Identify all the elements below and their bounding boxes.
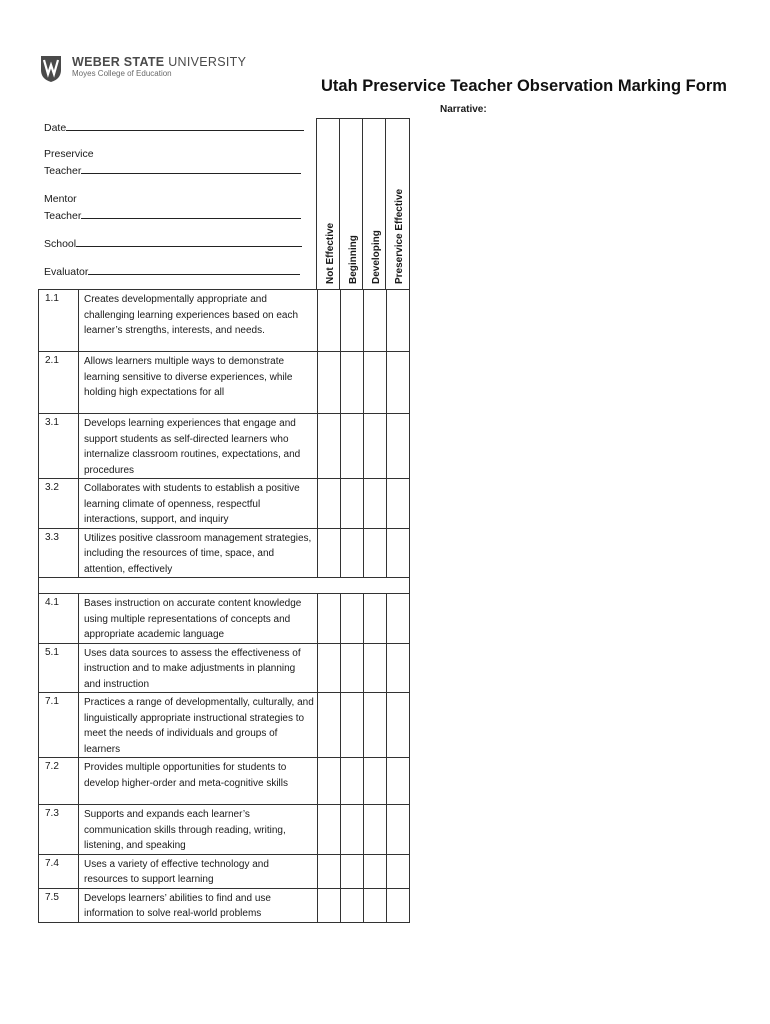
mentor-teacher-field[interactable]: Mentor Teacher (44, 191, 301, 224)
rating-box-not-effective[interactable] (318, 805, 341, 855)
criterion-row (39, 758, 410, 805)
rating-box-developing[interactable] (364, 805, 387, 855)
criterion-row (39, 594, 410, 644)
criterion-description: Uses a variety of effective technology and resources to support learning (79, 854, 318, 888)
criterion-description: Practices a range of developmentally, culturally, and linguistically appropriate instructional strategies to meet the needs of individuals and groups of learners (79, 693, 318, 758)
criterion-number: 7.3 (39, 805, 79, 855)
criterion-row (39, 805, 410, 855)
rating-box-preservice-effective[interactable] (387, 758, 410, 805)
criterion-number: 7.1 (39, 693, 79, 758)
rating-box-preservice-effective[interactable] (387, 888, 410, 922)
rating-box-beginning[interactable] (341, 854, 364, 888)
rating-box-developing[interactable] (364, 290, 387, 352)
rating-box-beginning[interactable] (341, 888, 364, 922)
criterion-number: 1.1 (39, 290, 79, 352)
narrative-label: Narrative: (440, 104, 487, 115)
criterion-number: 7.4 (39, 854, 79, 888)
criterion-description: Supports and expands each learner’s communication skills through reading, writing, listening, and speaking (79, 805, 318, 855)
criterion-description: Provides multiple opportunities for students to develop higher-order and meta-cognitive skills (79, 758, 318, 805)
criterion-row (39, 528, 410, 578)
rating-box-preservice-effective[interactable] (387, 594, 410, 644)
criterion-number: 7.5 (39, 888, 79, 922)
rating-box-preservice-effective[interactable] (387, 528, 410, 578)
criterion-description: Develops learners’ abilities to find and use information to solve real-world problems (79, 888, 318, 922)
criterion-row (39, 479, 410, 529)
criterion-row (39, 888, 410, 922)
preservice-teacher-field[interactable]: Preservice Teacher (44, 146, 301, 179)
university-name: WEBER STATE UNIVERSITY (72, 55, 247, 69)
rating-box-not-effective[interactable] (318, 290, 341, 352)
criteria-table (38, 289, 410, 923)
criterion-row (39, 643, 410, 693)
criterion-row (39, 854, 410, 888)
rating-box-developing[interactable] (364, 888, 387, 922)
rating-box-not-effective[interactable] (318, 594, 341, 644)
rating-box-beginning[interactable] (341, 528, 364, 578)
rating-box-developing[interactable] (364, 854, 387, 888)
rating-box-preservice-effective[interactable] (387, 643, 410, 693)
rating-box-preservice-effective[interactable] (387, 854, 410, 888)
criterion-row (39, 352, 410, 414)
rating-box-developing[interactable] (364, 693, 387, 758)
rating-box-not-effective[interactable] (318, 758, 341, 805)
rating-box-not-effective[interactable] (318, 693, 341, 758)
rating-box-developing[interactable] (364, 414, 387, 479)
rating-box-not-effective[interactable] (318, 888, 341, 922)
criterion-number: 3.1 (39, 414, 79, 479)
rating-box-beginning[interactable] (341, 805, 364, 855)
rating-box-developing[interactable] (364, 479, 387, 529)
criterion-description: Uses data sources to assess the effectiveness of instruction and to make adjustments in planning and instruction (79, 643, 318, 693)
criterion-number: 5.1 (39, 643, 79, 693)
rating-header-developing: Developing (362, 119, 386, 289)
criterion-number: 4.1 (39, 594, 79, 644)
rating-box-preservice-effective[interactable] (387, 693, 410, 758)
section-divider-row (39, 578, 410, 594)
rating-box-preservice-effective[interactable] (387, 414, 410, 479)
rating-box-beginning[interactable] (341, 479, 364, 529)
evaluator-field[interactable]: Evaluator (44, 263, 300, 280)
rating-box-not-effective[interactable] (318, 414, 341, 479)
form-title: Utah Preservice Teacher Observation Marking Form (321, 77, 727, 95)
rating-box-beginning[interactable] (341, 414, 364, 479)
criterion-description: Collaborates with students to establish a positive learning climate of openness, respectful interactions, support, and inquiry (79, 479, 318, 529)
shield-icon (40, 55, 62, 83)
rating-box-preservice-effective[interactable] (387, 352, 410, 414)
rating-box-not-effective[interactable] (318, 643, 341, 693)
criterion-number: 7.2 (39, 758, 79, 805)
criterion-description: Bases instruction on accurate content knowledge using multiple representations of concepts and appropriate academic language (79, 594, 318, 644)
rating-box-preservice-effective[interactable] (387, 290, 410, 352)
criterion-row (39, 290, 410, 352)
rating-box-developing[interactable] (364, 352, 387, 414)
rating-box-not-effective[interactable] (318, 479, 341, 529)
rating-box-preservice-effective[interactable] (387, 805, 410, 855)
rating-box-beginning[interactable] (341, 594, 364, 644)
criterion-row (39, 414, 410, 479)
rating-box-not-effective[interactable] (318, 854, 341, 888)
college-name: Moyes College of Education (72, 69, 172, 78)
rating-header-beginning: Beginning (339, 119, 363, 289)
rating-box-beginning[interactable] (341, 290, 364, 352)
rating-box-developing[interactable] (364, 758, 387, 805)
criterion-description: Allows learners multiple ways to demonstrate learning sensitive to diverse experiences, while holding high expectations for all (79, 352, 318, 414)
rating-box-beginning[interactable] (341, 352, 364, 414)
criterion-description: Utilizes positive classroom management strategies, including the resources of time, space, and attention, effectively (79, 528, 318, 578)
rating-header-not-effective: Not Effective (316, 119, 340, 289)
rating-headers (316, 118, 410, 289)
criterion-description: Creates developmentally appropriate and challenging learning experiences based on each learner’s strengths, interests, and needs. (79, 290, 318, 352)
university-logo (40, 55, 246, 83)
school-field[interactable]: School (44, 235, 302, 252)
criterion-row (39, 693, 410, 758)
rating-box-preservice-effective[interactable] (387, 479, 410, 529)
rating-box-beginning[interactable] (341, 758, 364, 805)
rating-box-developing[interactable] (364, 528, 387, 578)
rating-box-developing[interactable] (364, 594, 387, 644)
criterion-number: 3.2 (39, 479, 79, 529)
rating-box-beginning[interactable] (341, 693, 364, 758)
date-field[interactable]: Date (44, 119, 304, 136)
rating-box-not-effective[interactable] (318, 528, 341, 578)
criterion-description: Develops learning experiences that engage and support students as self-directed learners who internalize classroom routines, expectations, and procedures (79, 414, 318, 479)
rating-box-developing[interactable] (364, 643, 387, 693)
criterion-number: 3.3 (39, 528, 79, 578)
rating-box-beginning[interactable] (341, 643, 364, 693)
rating-box-not-effective[interactable] (318, 352, 341, 414)
criterion-number: 2.1 (39, 352, 79, 414)
rating-header-preservice-effective: Preservice Effective (385, 119, 409, 289)
